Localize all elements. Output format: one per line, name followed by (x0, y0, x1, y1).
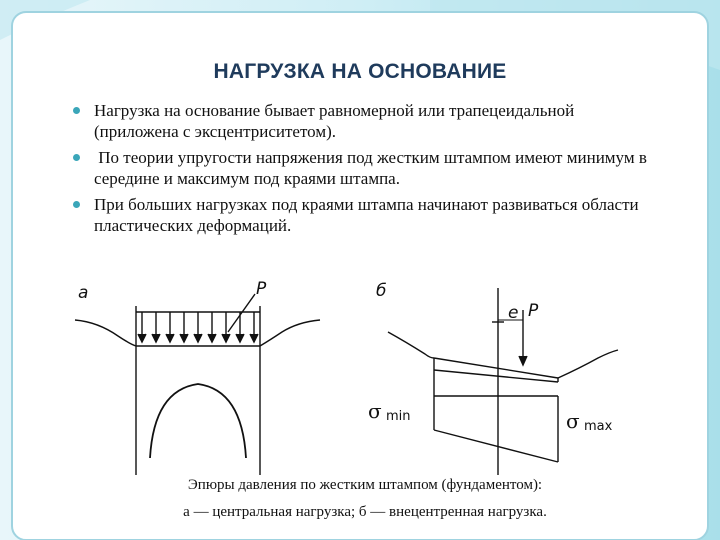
bullet-dot-icon (73, 201, 80, 208)
label-p-a: P (256, 279, 267, 299)
sigma-max-subscript: max (584, 419, 613, 434)
diagram-central-load (75, 294, 320, 475)
label-a: а (78, 283, 89, 303)
figure-caption-legend: а — центральная нагрузка; б — внецентренная нагрузка. (183, 504, 547, 520)
sigma-min-symbol: σ (368, 399, 382, 423)
sigma-max-symbol: σ (566, 409, 580, 433)
bullet-dot-icon (73, 107, 80, 114)
diagram-eccentric-load (388, 288, 618, 475)
label-b: б (376, 281, 387, 301)
bullet-text: При больших нагрузках под краями штампа начинают развиваться области пластических деформаций. (94, 195, 639, 235)
pressure-diagram (70, 270, 660, 535)
slide-title: НАГРУЗКА НА ОСНОВАНИЕ (213, 60, 507, 83)
bullet-dot-icon (73, 154, 80, 161)
label-p-b: P (528, 301, 539, 321)
bullet-item (72, 147, 652, 189)
figure-caption-title: Эпюры давления по жестким штампом (фундаментом): (187, 477, 543, 493)
load-arrows (138, 312, 258, 342)
bullet-item (72, 100, 652, 142)
bullet-list (72, 100, 652, 241)
sigma-min-subscript: min (386, 409, 411, 424)
bullet-text: Нагрузка на основание бывает равномерной или трапецеидальной (приложена с эксцентриситетом). (94, 101, 575, 141)
bullet-text: По теории упругости напряжения под жестким штампом имеют минимум в середине и максимум под краями штампа. (94, 148, 652, 188)
pressure-diagram-figure (70, 270, 660, 535)
label-e: e (508, 303, 519, 323)
bullet-item (72, 194, 652, 236)
